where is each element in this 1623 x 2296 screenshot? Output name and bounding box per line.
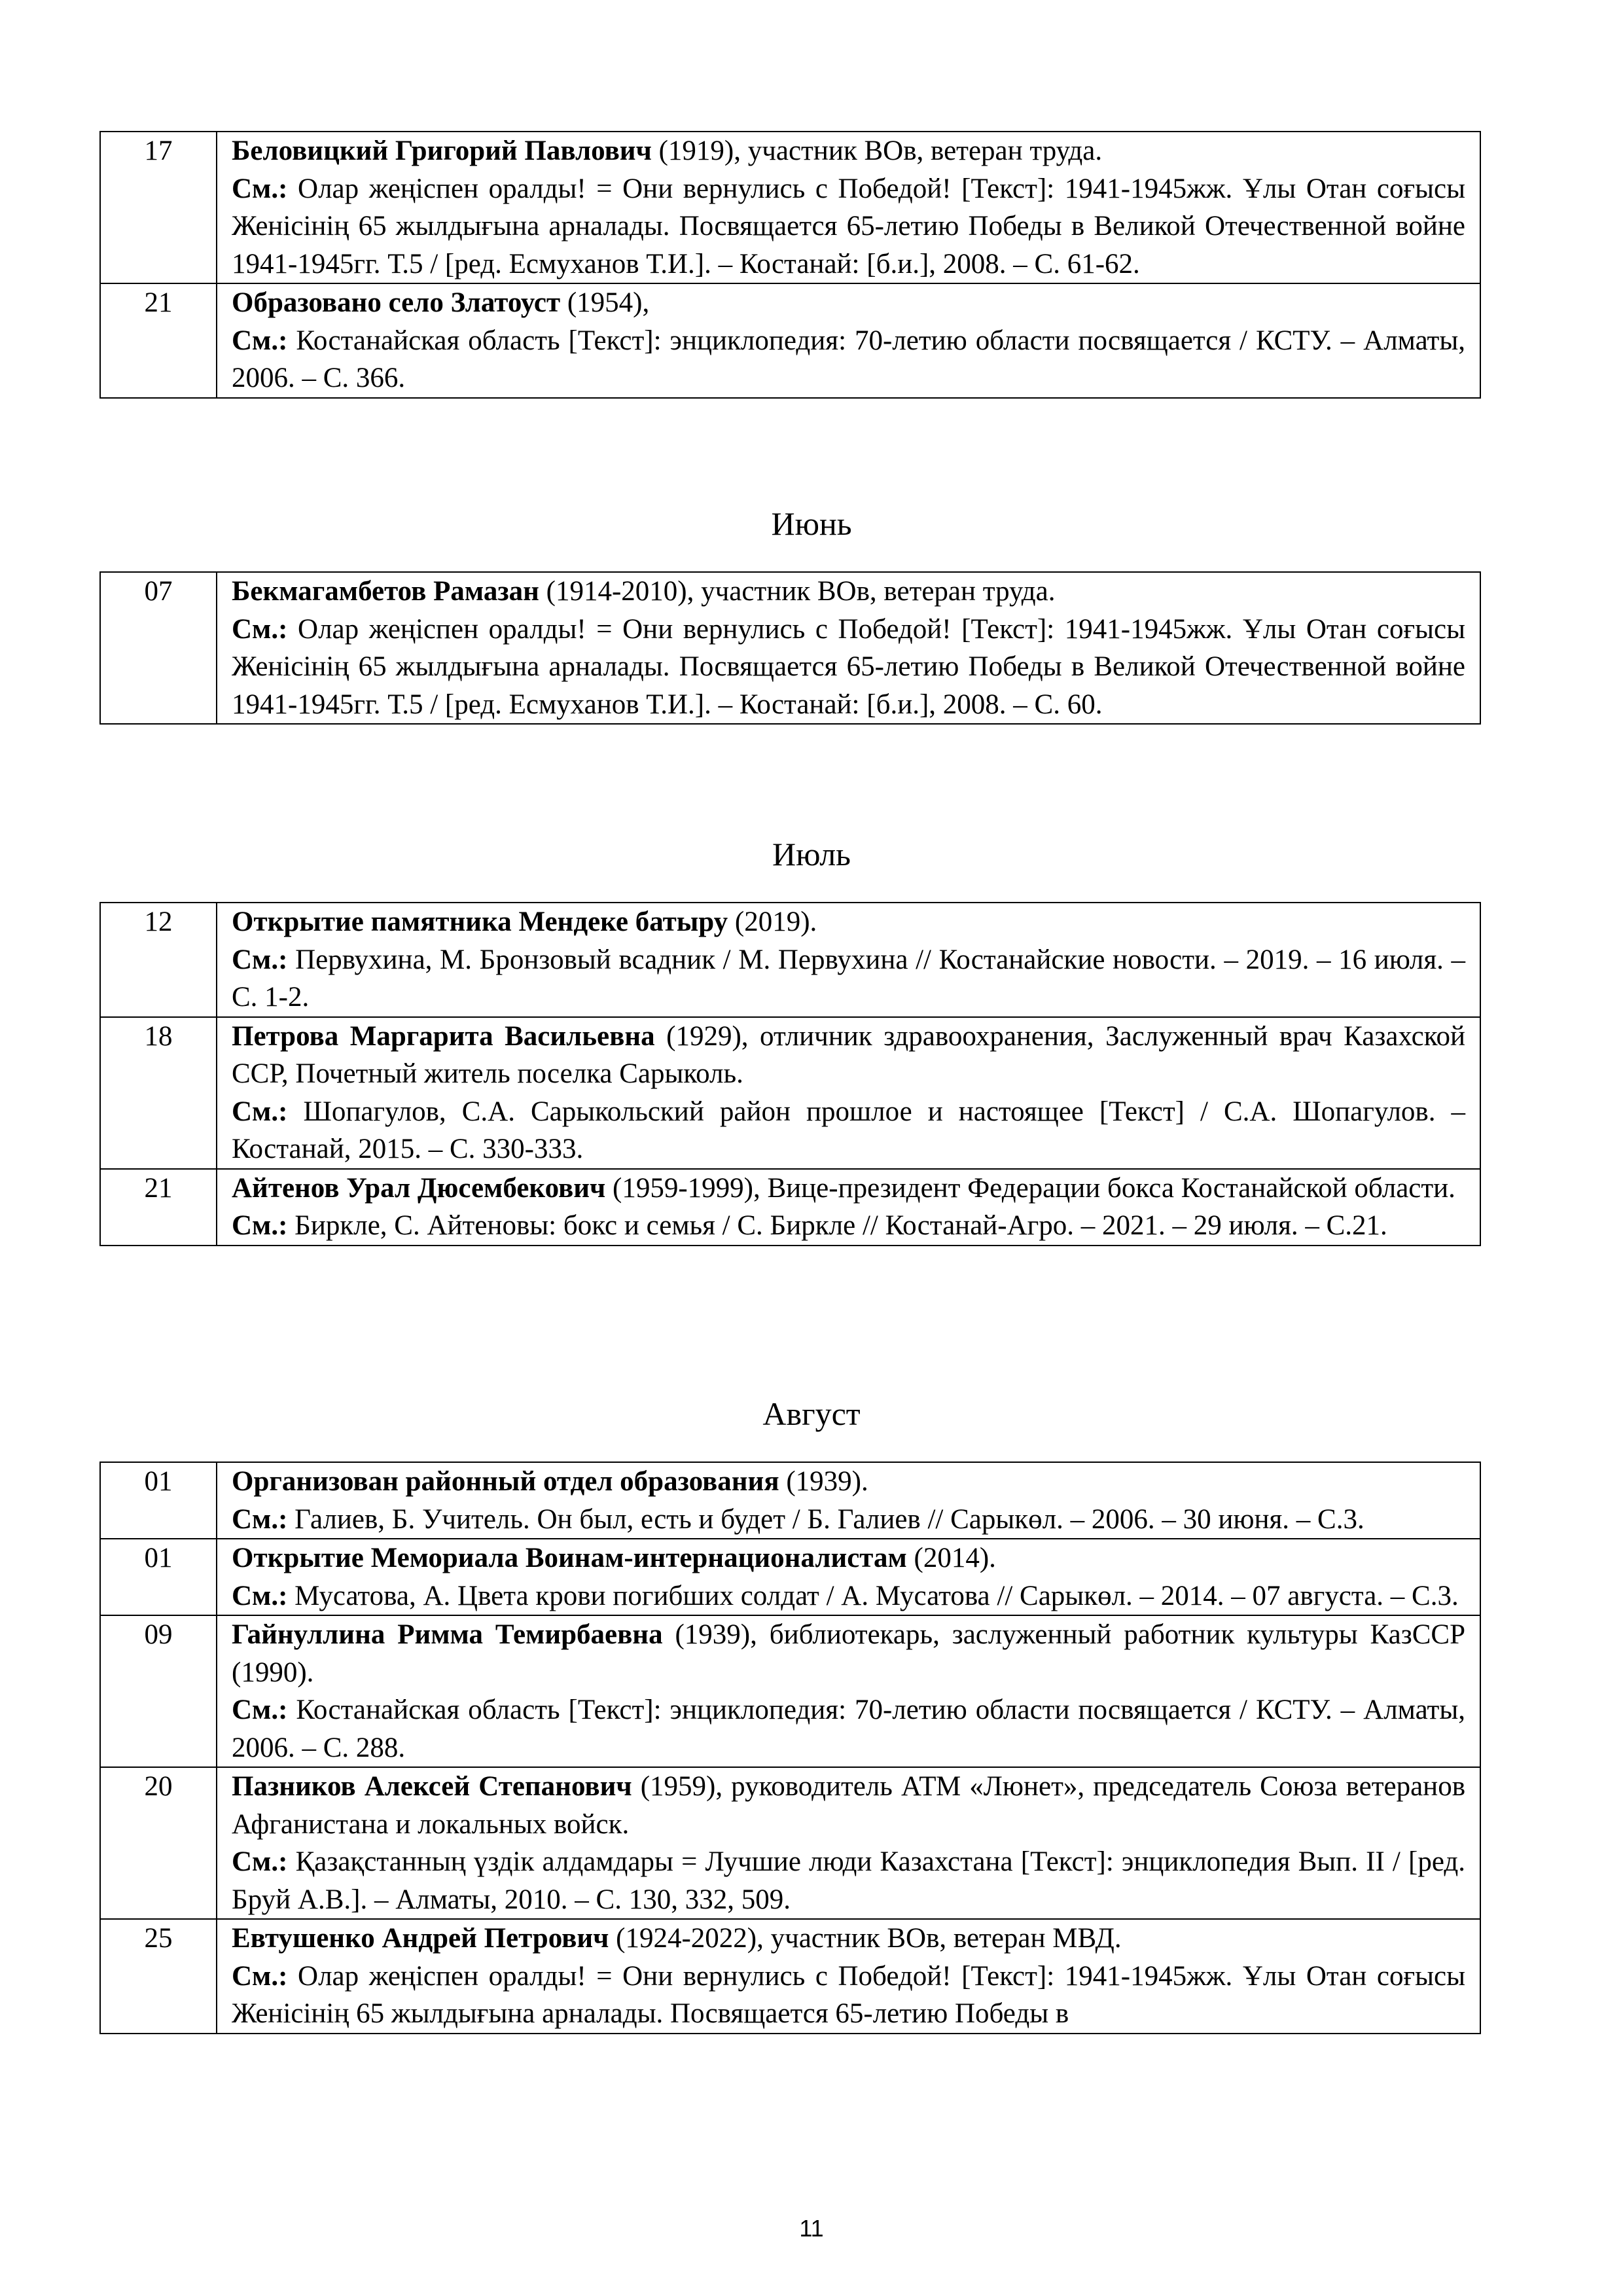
event-info: (1959-1999), Вице-президент Федерации бокса Костанайской области.	[605, 1172, 1455, 1204]
month-heading-june: Июнь	[771, 505, 852, 542]
event-day: 18	[100, 1017, 217, 1169]
event-name: Айтенов Урал Дюсембекович	[232, 1172, 606, 1204]
event-description	[217, 1615, 1480, 1767]
see-label: См.:	[232, 1580, 288, 1611]
table-row	[100, 572, 1480, 724]
event-day: 20	[100, 1767, 217, 1919]
event-description	[217, 1169, 1480, 1246]
event-info: (2014).	[906, 1543, 996, 1573]
event-description	[217, 1539, 1480, 1615]
event-description	[217, 132, 1480, 283]
event-description	[217, 1017, 1480, 1169]
event-description	[217, 572, 1480, 724]
see-label: См.:	[232, 1695, 288, 1725]
table-row	[100, 1017, 1480, 1169]
table-row	[100, 1169, 1480, 1246]
event-reference: Первухина, М. Бронзовый всадник / М. Первухина // Костанайские новости. – 2019. – 16 июля. – С. 1-2.	[232, 944, 1465, 1013]
event-name: Открытие Мемориала Воинам-интернационалистам	[232, 1543, 907, 1573]
see-label: См.:	[232, 1960, 288, 1992]
see-label: См.:	[232, 1210, 288, 1241]
see-label: См.:	[232, 1503, 288, 1535]
table-row	[100, 1767, 1480, 1919]
table-row	[100, 1462, 1480, 1539]
table-row	[100, 1919, 1480, 2034]
see-label: См.:	[232, 1096, 288, 1127]
table-row	[100, 132, 1480, 283]
event-name: Петрова Маргарита Васильевна	[232, 1020, 655, 1052]
event-day: 07	[100, 572, 217, 724]
table-row	[100, 1539, 1480, 1615]
event-day: 12	[100, 903, 217, 1017]
table-row	[100, 283, 1480, 398]
see-label: См.:	[232, 173, 288, 204]
event-day: 17	[100, 132, 217, 283]
event-day: 09	[100, 1615, 217, 1767]
event-day: 21	[100, 283, 217, 398]
event-name: Беловицкий Григорий Павлович	[232, 135, 652, 166]
event-info: (1939), библиотекарь, заслуженный работник культуры КазССР (1990).	[232, 1619, 1465, 1688]
table-row	[100, 903, 1480, 1017]
event-reference: Галиев, Б. Учитель. Он был, есть и будет / Б. Галиев // Сарыкөл. – 2006. – 30 июня. – С.3.	[287, 1503, 1364, 1535]
event-info: (1919), участник ВОв, ветеран труда.	[651, 135, 1103, 166]
event-name: Бекмагамбетов Рамазан	[232, 576, 539, 607]
event-name: Организован районный отдел образования	[232, 1466, 779, 1497]
event-info: (1929), отличник здравоохранения, Заслуженный врач Казахской ССР, Почетный житель поселка Сарыколь.	[232, 1020, 1465, 1089]
event-reference: Қазақстанның үздік алдамдары = Лучшие люди Казахстана [Текст]: энциклопедия Вып. II / [ред. Бруй А.В.]. – Алматы, 2010. – С. 130, 332, 509.	[232, 1846, 1465, 1915]
event-reference: Шопагулов, С.А. Сарыкольский район прошлое и настоящее [Текст] / С.А. Шопагулов. – Костанай, 2015. – С. 330-333.	[232, 1096, 1465, 1164]
event-info: (1914-2010), участник ВОв, ветеран труда.	[539, 576, 1056, 607]
event-reference: Костанайская область [Текст]: энциклопедия: 70-летию области посвящается / КСТУ. – Алматы, 2006. – С. 288.	[232, 1695, 1465, 1763]
event-reference: Мусатова, А. Цвета крови погибших солдат / А. Мусатова // Сарыкөл. – 2014. – 07 августа. – С.3.	[287, 1580, 1459, 1611]
month-heading-july: Июль	[772, 836, 851, 872]
event-description	[217, 1462, 1480, 1539]
event-info: (1959), руководитель АТМ «Люнет», председатель Союза ветеранов Афганистана и локальных войск.	[232, 1771, 1465, 1840]
event-info: (1939).	[779, 1466, 868, 1497]
events-table-august	[99, 1462, 1481, 2034]
see-label: См.:	[232, 944, 288, 975]
event-name: Евтушенко Андрей Петрович	[232, 1923, 609, 1954]
event-info: (2019).	[728, 906, 817, 937]
page-number: 11	[799, 2215, 824, 2242]
events-table-may	[99, 131, 1481, 399]
table-row	[100, 1615, 1480, 1767]
event-reference: Олар жеңіспен оралды! = Они вернулись с Победой! [Текст]: 1941-1945жж. Ұлы Отан соғысы Женісінің 65 жылдығына арналады. Посвящается 65-летию Победы в Великой Отечественной войне 1941-1945гг. Т.5 / [ред. Есмуханов Т.И.]. – Костанай: [б.и.], 2008. – С. 60.	[232, 613, 1465, 720]
month-heading-august: Август	[762, 1395, 861, 1432]
event-reference: Олар жеңіспен оралды! = Они вернулись с Победой! [Текст]: 1941-1945жж. Ұлы Отан соғысы Женісінің 65 жылдығына арналады. Посвящается 65-летию Победы в Великой Отечественной войне 1941-1945гг. Т.5 / [ред. Есмуханов Т.И.]. – Костанай: [б.и.], 2008. – С. 61-62.	[232, 173, 1465, 279]
event-name: Открытие памятника Мендеке батыру	[232, 906, 728, 937]
event-day: 25	[100, 1919, 217, 2034]
see-label: См.:	[232, 1846, 288, 1877]
event-description	[217, 903, 1480, 1017]
event-name: Образовано село Златоуст	[232, 287, 561, 318]
event-info: (1924-2022), участник ВОв, ветеран МВД.	[609, 1923, 1122, 1954]
event-reference: Костанайская область [Текст]: энциклопедия: 70-летию области посвящается / КСТУ. – Алматы, 2006. – С. 366.	[232, 325, 1465, 393]
event-description	[217, 1919, 1480, 2034]
event-name: Гайнуллина Римма Темирбаевна	[232, 1619, 663, 1650]
event-description	[217, 283, 1480, 398]
event-reference: Олар жеңіспен оралды! = Они вернулись с Победой! [Текст]: 1941-1945жж. Ұлы Отан соғысы Женісінің 65 жылдығына арналады. Посвящается 65-летию Победы в	[232, 1960, 1465, 2029]
event-description	[217, 1767, 1480, 1919]
event-day: 21	[100, 1169, 217, 1246]
event-day: 01	[100, 1462, 217, 1539]
events-table-june	[99, 571, 1481, 725]
see-label: См.:	[232, 325, 288, 356]
event-reference: Биркле, С. Айтеновы: бокс и семья / С. Биркле // Костанай-Агро. – 2021. – 29 июля. – С.21.	[287, 1210, 1387, 1241]
event-day: 01	[100, 1539, 217, 1615]
event-info: (1954),	[560, 287, 650, 318]
events-table-july	[99, 902, 1481, 1246]
event-name: Пазников Алексей Степанович	[232, 1771, 632, 1802]
see-label: См.:	[232, 613, 288, 645]
